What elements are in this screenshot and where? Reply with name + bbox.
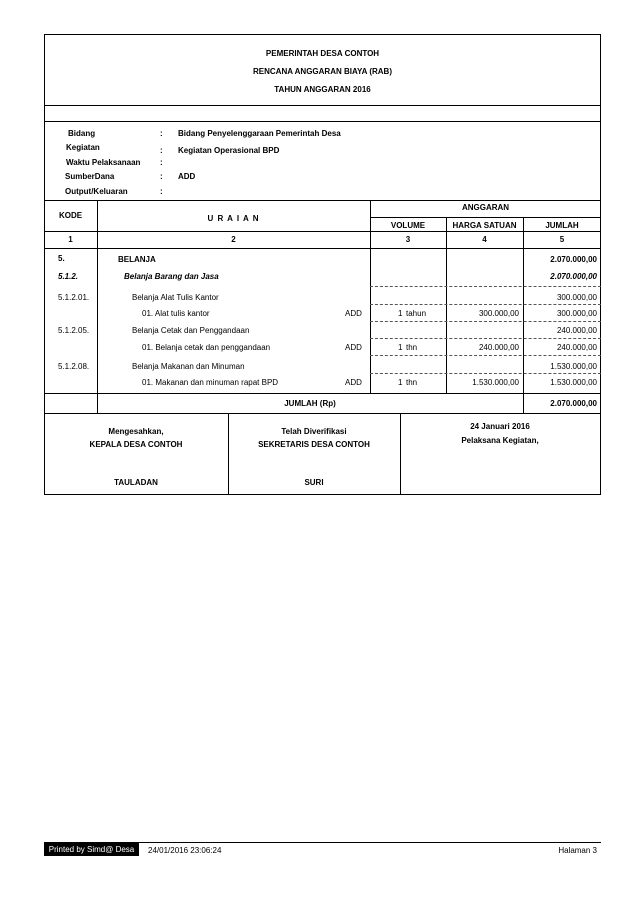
row-uraian: Belanja Makanan dan Minuman xyxy=(132,362,245,371)
info-colon: : xyxy=(160,146,163,155)
row-jumlah: 1.530.000,00 xyxy=(550,362,597,371)
info-label-kegiatan: Kegiatan xyxy=(66,143,100,152)
row-harga-satuan: 300.000,00 xyxy=(478,309,519,318)
header-title: PEMERINTAH DESA CONTOH xyxy=(265,49,380,58)
column-header-uraian: U R A I A N xyxy=(207,214,260,223)
row-kode: 5. xyxy=(58,254,65,263)
column-number-divider xyxy=(44,248,601,249)
row-uraian: 01. Belanja cetak dan penggandaan xyxy=(142,343,271,352)
row-divider xyxy=(370,304,601,305)
row-uraian: Belanja Barang dan Jasa xyxy=(124,272,219,281)
row-volume-number: 1 xyxy=(398,309,403,318)
header-subtitle: RENCANA ANGGARAN BIAYA (RAB) xyxy=(253,67,392,76)
row-jumlah: 1.530.000,00 xyxy=(550,378,597,387)
row-divider xyxy=(370,321,601,322)
signature-left-title: Mengesahkan, xyxy=(108,427,164,436)
total-top-border xyxy=(44,393,601,394)
row-uraian: BELANJA xyxy=(118,255,156,264)
total-value: 2.070.000,00 xyxy=(550,399,597,408)
signature-left-name: TAULADAN xyxy=(114,478,158,487)
info-colon: : xyxy=(160,158,163,167)
info-colon: : xyxy=(160,129,163,138)
row-jumlah: 300.000,00 xyxy=(556,293,597,302)
table-top-border xyxy=(44,200,601,201)
frame-top-border xyxy=(44,34,601,35)
row-jumlah: 300.000,00 xyxy=(556,309,597,318)
row-jumlah: 240.000,00 xyxy=(556,343,597,352)
total-bottom-border xyxy=(44,413,601,414)
row-jumlah: 2.070.000,00 xyxy=(550,272,597,281)
column-header-jumlah: JUMLAH xyxy=(545,221,579,230)
row-uraian: Belanja Cetak dan Penggandaan xyxy=(132,326,250,335)
row-kode: 5.1.2.08. xyxy=(58,362,90,371)
info-label-waktu: Waktu Pelaksanaan xyxy=(66,158,141,167)
column-header-anggaran: ANGGARAN xyxy=(461,203,510,212)
row-volume-unit: thn xyxy=(406,343,418,352)
column-header-kode: KODE xyxy=(58,211,83,220)
print-timestamp: 24/01/2016 23:06:24 xyxy=(148,846,222,855)
signature-mid-title: Telah Diverifikasi xyxy=(281,427,347,436)
column-number: 4 xyxy=(482,235,487,244)
row-divider xyxy=(370,355,601,356)
row-uraian: 01. Alat tulis kantor xyxy=(142,309,210,318)
column-number: 3 xyxy=(405,235,411,244)
info-value-sumberdana: ADD xyxy=(178,172,196,181)
info-label-sumberdana: SumberDana xyxy=(65,172,115,181)
row-divider xyxy=(370,286,601,287)
info-label-output: Output/Keluaran xyxy=(65,187,128,196)
signature-right-title: Pelaksana Kegiatan, xyxy=(461,436,539,445)
header-year: TAHUN ANGGARAN 2016 xyxy=(274,85,371,94)
column-number: 2 xyxy=(231,235,236,244)
column-header-harga-satuan: HARGA SATUAN xyxy=(452,221,517,230)
row-volume-unit: thn xyxy=(406,378,418,387)
column-number: 1 xyxy=(68,235,73,244)
info-value-bidang: Bidang Penyelenggaraan Pemerintah Desa xyxy=(178,129,341,138)
frame-left-border xyxy=(44,34,45,495)
signature-left-position: KEPALA DESA CONTOH xyxy=(89,440,183,449)
row-sumber-dana: ADD xyxy=(345,343,362,352)
info-value-kegiatan: Kegiatan Operasional BPD xyxy=(178,146,280,155)
row-harga-satuan: 1.530.000,00 xyxy=(472,378,519,387)
row-sumber-dana: ADD xyxy=(345,378,362,387)
row-uraian: Belanja Alat Tulis Kantor xyxy=(132,293,219,302)
printed-by-badge xyxy=(44,843,139,856)
row-kode: 5.1.2.01. xyxy=(58,293,90,302)
signature-mid-position: SEKRETARIS DESA CONTOH xyxy=(258,440,370,449)
row-kode: 5.1.2.05. xyxy=(58,326,90,335)
row-sumber-dana: ADD xyxy=(345,309,362,318)
row-volume-unit: tahun xyxy=(406,309,427,318)
total-label: JUMLAH (Rp) xyxy=(284,399,336,408)
info-label-bidang: Bidang xyxy=(68,129,96,138)
row-divider xyxy=(370,373,601,374)
signature-date: 24 Januari 2016 xyxy=(470,422,530,431)
signature-mid-name: SURI xyxy=(304,478,324,487)
row-jumlah: 240.000,00 xyxy=(556,326,597,335)
page-number: Halaman 3 xyxy=(558,846,597,855)
table-header-divider xyxy=(44,231,601,232)
row-jumlah: 2.070.000,00 xyxy=(550,255,597,264)
info-colon: : xyxy=(160,172,163,181)
anggaran-divider xyxy=(370,217,601,218)
column-line-kode xyxy=(97,200,98,414)
column-header-volume: VOLUME xyxy=(390,221,426,230)
info-top-divider xyxy=(44,121,601,122)
row-harga-satuan: 240.000,00 xyxy=(478,343,519,352)
info-colon: : xyxy=(160,187,163,196)
row-uraian: 01. Makanan dan minuman rapat BPD xyxy=(142,378,279,387)
frame-bottom-border xyxy=(44,494,601,495)
header-divider xyxy=(44,105,601,106)
row-divider xyxy=(370,338,601,339)
row-volume-number: 1 xyxy=(398,378,403,387)
frame-right-border xyxy=(600,34,601,495)
row-volume-number: 1 xyxy=(398,343,403,352)
row-kode: 5.1.2. xyxy=(58,272,79,281)
column-number: 5 xyxy=(559,235,565,244)
printed-by-label: Printed by Simd@ Desa xyxy=(48,845,135,854)
